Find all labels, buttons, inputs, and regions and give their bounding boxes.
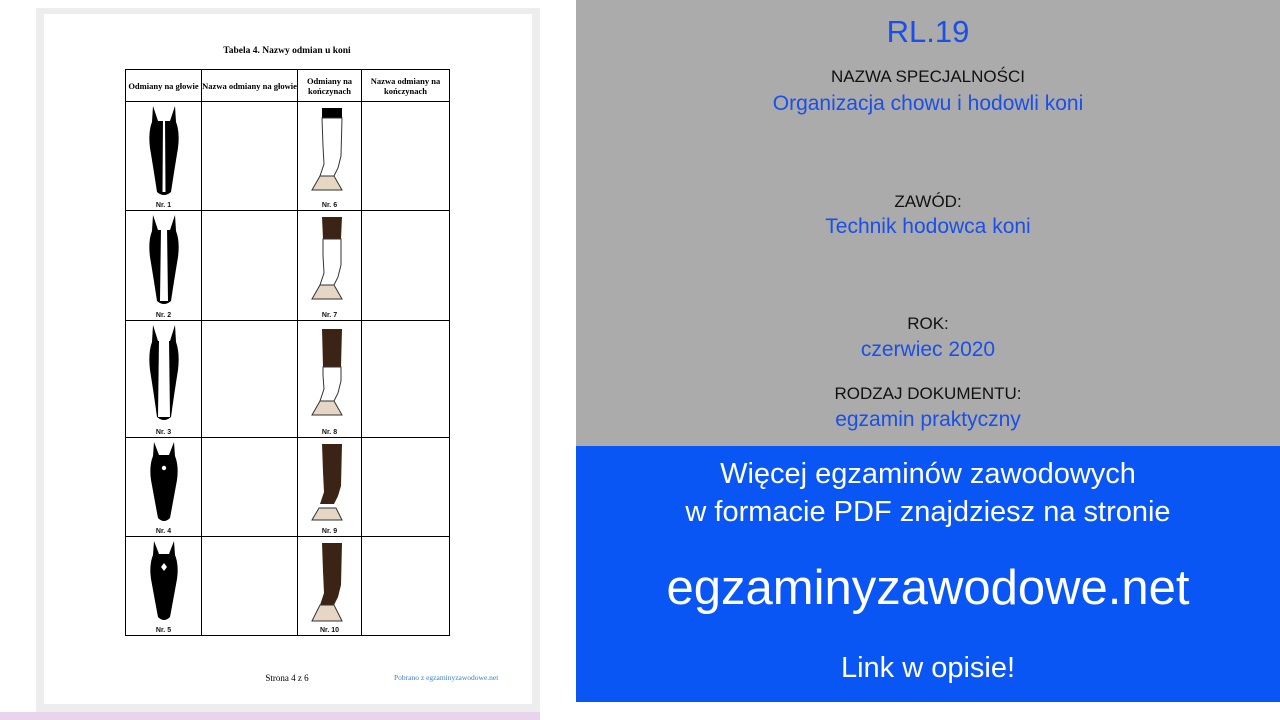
year-value: czerwiec 2020 xyxy=(860,338,996,361)
leg-number-label: Nr. 6 xyxy=(321,202,338,210)
header-leg-markings: Odmiany na kończynach xyxy=(298,70,362,102)
leg-name-cell xyxy=(362,321,450,437)
leg-marking-cell xyxy=(298,211,362,321)
bottom-strip-right xyxy=(576,702,1280,720)
source-note: Pobrano z egzaminyzawodowe.net xyxy=(394,673,499,682)
header-head-markings: Odmiany na głowie xyxy=(126,70,202,102)
doctype-label: RODZAJ DOKUMENTU: xyxy=(834,384,1022,403)
leg-name-cell xyxy=(362,536,450,635)
year-label: ROK: xyxy=(907,314,949,333)
table-title: Tabela 4. Nazwy odmian u koni xyxy=(223,46,351,56)
horse-leg-icon xyxy=(308,215,352,305)
table-row xyxy=(126,102,450,211)
profession-label: ZAWÓD: xyxy=(894,192,962,211)
leg-number-label: Nr. 8 xyxy=(321,428,338,436)
leg-number-label: Nr. 7 xyxy=(321,312,338,320)
head-name-cell xyxy=(202,437,298,536)
page-number: Strona 4 z 6 xyxy=(265,673,309,683)
leg-number-label: Nr. 9 xyxy=(321,527,338,535)
specialty-value: Organizacja chowu i hodowli koni xyxy=(772,92,1084,115)
site-name[interactable]: egzaminyzawodowe.net xyxy=(666,561,1190,615)
leg-marking-cell xyxy=(298,437,362,536)
header-head-name: Nazwa odmiany na głowie xyxy=(202,70,298,102)
head-number-label: Nr. 2 xyxy=(155,312,172,320)
head-marking-cell xyxy=(126,536,202,635)
horse-head-icon xyxy=(149,442,179,524)
head-name-cell xyxy=(202,536,298,635)
head-name-cell xyxy=(202,211,298,321)
leg-name-cell xyxy=(362,102,450,211)
bottom-strip xyxy=(0,712,540,720)
table-row xyxy=(126,211,450,321)
head-name-cell xyxy=(202,102,298,211)
link-hint: Link w opisie! xyxy=(840,652,1016,684)
leg-marking-cell xyxy=(298,536,362,635)
table-row xyxy=(126,437,450,536)
horse-leg-icon xyxy=(308,442,352,524)
head-name-cell xyxy=(202,321,298,437)
promo-line-1: Więcej egzaminów zawodowych xyxy=(720,458,1136,490)
horse-leg-icon xyxy=(308,541,352,625)
horse-head-icon xyxy=(147,325,181,423)
exam-code: RL.19 xyxy=(886,14,970,49)
table-row xyxy=(126,321,450,437)
specialty-label: NAZWA SPECJALNOŚCI xyxy=(831,67,1025,86)
profession-value: Technik hodowca koni xyxy=(825,215,1031,238)
head-number-label: Nr. 1 xyxy=(155,202,172,210)
head-number-label: Nr. 4 xyxy=(155,527,172,535)
horse-head-icon xyxy=(147,106,181,198)
document-pane xyxy=(0,0,576,720)
table-header-row xyxy=(126,70,450,102)
doctype-value: egzamin praktyczny xyxy=(835,408,1021,431)
odmiany-table xyxy=(125,69,450,636)
promo-banner xyxy=(576,446,1280,702)
horse-head-icon xyxy=(147,215,181,307)
horse-head-icon xyxy=(149,541,179,623)
leg-marking-cell xyxy=(298,321,362,437)
head-number-label: Nr. 3 xyxy=(155,428,172,436)
horse-leg-icon xyxy=(308,106,352,196)
head-marking-cell xyxy=(126,102,202,211)
table-row xyxy=(126,536,450,635)
promo-line-2: w formacie PDF znajdziesz na stronie xyxy=(685,496,1171,528)
head-marking-cell xyxy=(126,437,202,536)
leg-name-cell xyxy=(362,211,450,321)
horse-leg-icon xyxy=(308,327,352,421)
leg-marking-cell xyxy=(298,102,362,211)
leg-name-cell xyxy=(362,437,450,536)
header-leg-name: Nazwa odmiany na kończynach xyxy=(362,70,450,102)
leg-number-label: Nr. 10 xyxy=(319,627,340,634)
head-marking-cell xyxy=(126,321,202,437)
info-panel xyxy=(576,0,1280,720)
head-marking-cell xyxy=(126,211,202,321)
head-number-label: Nr. 5 xyxy=(155,627,172,634)
